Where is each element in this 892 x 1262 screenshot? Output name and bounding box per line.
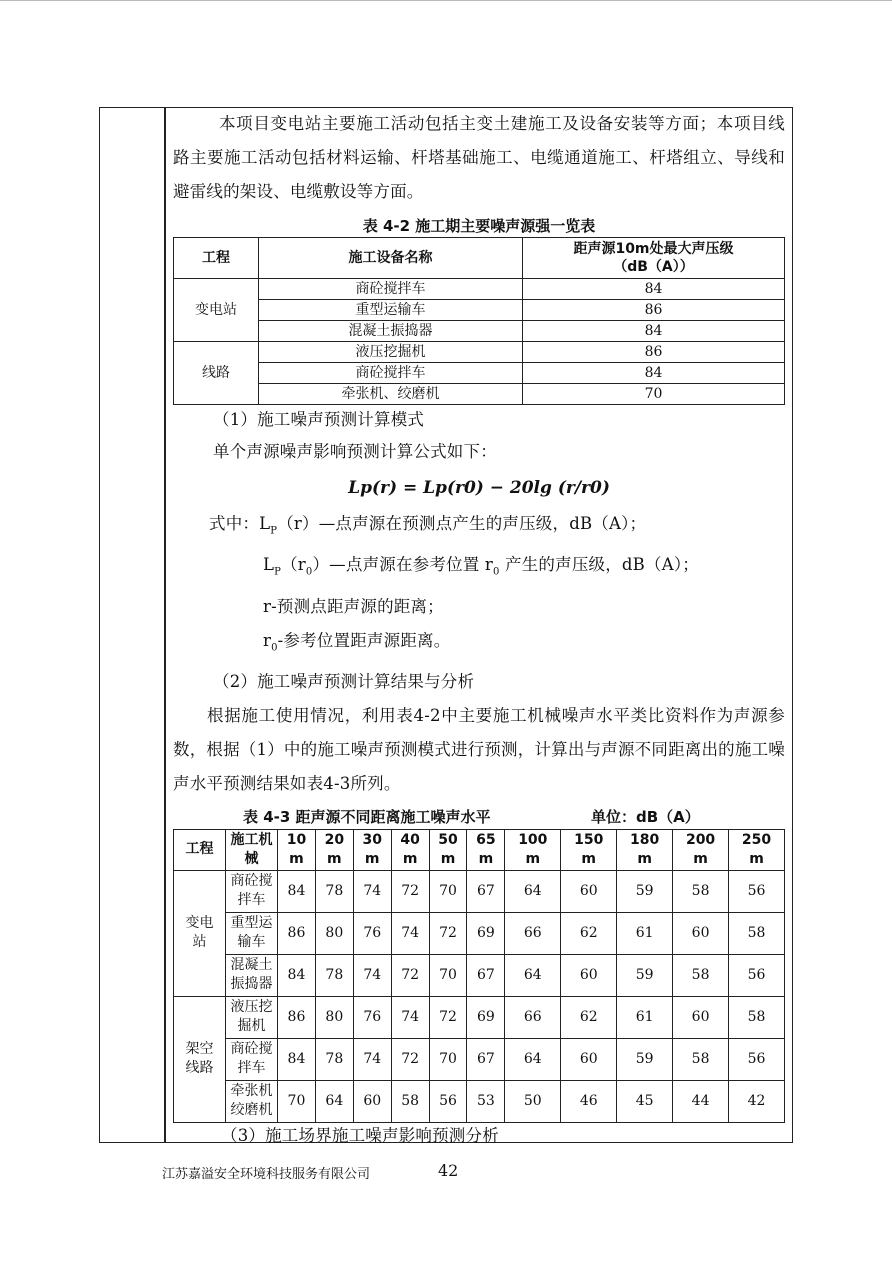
noise-value-cell: 86 xyxy=(278,996,316,1038)
distance-value: 100 xyxy=(518,831,548,848)
machine-line2: 拌车 xyxy=(237,1060,266,1077)
header-level-line2: （dB（A）） xyxy=(613,259,694,275)
table-row xyxy=(174,1080,785,1122)
distance-value: 30 xyxy=(362,831,382,848)
level-cell: 84 xyxy=(523,363,785,384)
noise-value-cell: 72 xyxy=(429,996,467,1038)
noise-value-cell: 58 xyxy=(673,1038,729,1080)
distance-unit: m xyxy=(289,850,304,867)
level-cell: 86 xyxy=(523,342,785,363)
noise-value-cell: 70 xyxy=(429,1038,467,1080)
noise-value-cell: 42 xyxy=(729,1080,785,1122)
noise-value-cell: 53 xyxy=(467,1080,505,1122)
distance-unit: m xyxy=(637,850,652,867)
where-line-4 xyxy=(173,624,785,665)
where-text: （r xyxy=(281,555,306,575)
header-machine xyxy=(226,829,278,870)
machine-line2: 绞磨机 xyxy=(230,1102,273,1119)
formula: Lp(r) = Lp(r0) − 20lg (r/r0) xyxy=(348,478,610,498)
table-header-row xyxy=(174,238,785,279)
noise-value-cell: 78 xyxy=(315,954,353,996)
distance-unit: m xyxy=(327,850,342,867)
noise-value-cell: 66 xyxy=(505,996,561,1038)
equipment-cell: 商砼搅拌车 xyxy=(259,363,523,384)
distance-unit: m xyxy=(525,850,541,867)
where-text: 产生的声压级，dB（A）； xyxy=(499,555,699,575)
group-name-line2: 线路 xyxy=(185,1060,214,1077)
group-name-line1: 变电 xyxy=(185,915,214,932)
table-row xyxy=(174,870,785,912)
noise-value-cell: 60 xyxy=(561,1038,617,1080)
noise-value-cell: 64 xyxy=(505,1038,561,1080)
table-row xyxy=(174,1038,785,1080)
noise-value-cell: 66 xyxy=(505,912,561,954)
noise-value-cell: 72 xyxy=(391,954,429,996)
section1-intro: 单个声源噪声影响预测计算公式如下： xyxy=(213,442,497,461)
symbol-sub: P xyxy=(270,525,278,537)
noise-value-cell: 74 xyxy=(391,996,429,1038)
equipment-cell: 液压挖掘机 xyxy=(259,342,523,363)
noise-value-cell: 64 xyxy=(505,954,561,996)
machine-cell xyxy=(226,870,278,912)
noise-value-cell: 60 xyxy=(561,954,617,996)
noise-value-cell: 62 xyxy=(561,912,617,954)
header-distance xyxy=(617,829,673,870)
noise-value-cell: 61 xyxy=(617,996,673,1038)
distance-value: 250 xyxy=(741,831,772,848)
distance-unit: m xyxy=(749,850,764,867)
table2-caption: 表 4-3 距声源不同距离施工噪声水平 xyxy=(243,807,491,826)
distance-value: 200 xyxy=(685,831,716,848)
level-cell: 86 xyxy=(523,300,785,321)
header-distance xyxy=(391,829,429,870)
noise-value-cell: 62 xyxy=(561,996,617,1038)
noise-value-cell: 60 xyxy=(673,996,729,1038)
noise-value-cell: 56 xyxy=(429,1080,467,1122)
symbol-sub: P xyxy=(274,566,282,578)
equipment-cell: 牵张机、绞磨机 xyxy=(259,384,523,405)
symbol-sub: 0 xyxy=(271,641,278,653)
header-machine-line2: 械 xyxy=(244,850,259,867)
noise-value-cell: 78 xyxy=(315,870,353,912)
noise-value-cell: 59 xyxy=(617,954,673,996)
where-line-1 xyxy=(173,507,785,548)
noise-value-cell: 74 xyxy=(391,912,429,954)
machine-cell xyxy=(226,912,278,954)
distance-value: 10 xyxy=(286,831,307,848)
header-distance xyxy=(505,829,561,870)
noise-value-cell: 45 xyxy=(617,1080,673,1122)
header-distance xyxy=(673,829,729,870)
distance-unit: m xyxy=(440,850,456,867)
header-distance xyxy=(467,829,505,870)
distance-unit: m xyxy=(478,850,494,867)
machine-line1: 牵张机 xyxy=(230,1083,273,1100)
top-rule xyxy=(0,0,892,1)
header-distance xyxy=(278,829,316,870)
where-prefix: 式中： xyxy=(209,514,260,533)
table2-caption-row xyxy=(173,805,785,829)
noise-value-cell: 86 xyxy=(278,912,316,954)
group-name: 线路 xyxy=(174,342,259,405)
noise-value-cell: 76 xyxy=(353,912,391,954)
machine-line1: 商砼搅 xyxy=(230,873,273,890)
where-text: ）—点声源在参考位置 r xyxy=(312,555,494,575)
where-line-2 xyxy=(173,548,785,589)
noise-value-cell: 60 xyxy=(561,870,617,912)
noise-value-cell: 84 xyxy=(278,1038,316,1080)
intro-paragraph: 本项目变电站主要施工活动包括主变土建施工及设备安装等方面；本项目线路主要施工活动包括材料运输、杆塔基础施工、电缆通道施工、杆塔组立、导线和避雷线的架设、电缆敷设等方面。 xyxy=(173,114,785,201)
noise-value-cell: 74 xyxy=(353,870,391,912)
header-project: 工程 xyxy=(174,238,259,279)
distance-value: 150 xyxy=(574,831,604,848)
noise-source-table xyxy=(173,237,785,405)
machine-line1: 重型运 xyxy=(230,915,273,932)
group-name-line1: 架空 xyxy=(185,1041,214,1058)
noise-value-cell: 67 xyxy=(467,954,505,996)
header-machine-line1: 施工机 xyxy=(230,831,273,848)
machine-cell xyxy=(226,996,278,1038)
noise-value-cell: 56 xyxy=(729,870,785,912)
distance-unit: m xyxy=(693,850,708,867)
noise-value-cell: 74 xyxy=(353,954,391,996)
machine-line2: 拌车 xyxy=(237,892,266,909)
header-distance xyxy=(429,829,467,870)
where-text: （r）—点声源在预测点产生的声压级，dB（A）； xyxy=(277,514,647,533)
machine-cell xyxy=(226,954,278,996)
section2-title: （2）施工噪声预测计算结果与分析 xyxy=(213,671,475,691)
symbol-sub: 0 xyxy=(305,566,313,578)
table-row xyxy=(174,912,785,954)
table-row xyxy=(174,384,785,405)
noise-value-cell: 50 xyxy=(505,1080,561,1122)
noise-value-cell: 61 xyxy=(617,912,673,954)
table2-unit: 单位：dB（A） xyxy=(591,807,700,826)
distance-unit: m xyxy=(402,850,418,867)
main-content xyxy=(173,107,785,1149)
table-row xyxy=(174,321,785,342)
noise-value-cell: 58 xyxy=(673,870,729,912)
group-name xyxy=(174,870,226,996)
noise-value-cell: 64 xyxy=(505,870,561,912)
header-level xyxy=(523,238,785,279)
symbol-l: L xyxy=(263,555,275,575)
noise-value-cell: 58 xyxy=(673,954,729,996)
section1-title: （1）施工噪声预测计算模式 xyxy=(213,410,425,429)
noise-value-cell: 69 xyxy=(467,912,505,954)
noise-value-cell: 60 xyxy=(353,1080,391,1122)
distance-value: 180 xyxy=(630,831,660,848)
header-level-line1: 距声源10m处最大声压级 xyxy=(573,241,734,257)
noise-value-cell: 84 xyxy=(278,870,316,912)
noise-value-cell: 70 xyxy=(429,870,467,912)
distance-unit: m xyxy=(364,850,380,867)
machine-line1: 混凝土 xyxy=(230,957,273,974)
noise-value-cell: 58 xyxy=(729,996,785,1038)
level-cell: 70 xyxy=(523,384,785,405)
machine-cell xyxy=(226,1038,278,1080)
noise-value-cell: 46 xyxy=(561,1080,617,1122)
noise-value-cell: 58 xyxy=(391,1080,429,1122)
noise-value-cell: 78 xyxy=(315,1038,353,1080)
noise-value-cell: 84 xyxy=(278,954,316,996)
noise-value-cell: 59 xyxy=(617,870,673,912)
header-distance xyxy=(315,829,353,870)
distance-value: 20 xyxy=(324,831,345,848)
header-distance xyxy=(729,829,785,870)
symbol-r: r xyxy=(263,630,272,650)
noise-value-cell: 69 xyxy=(467,996,505,1038)
header-project: 工程 xyxy=(174,829,226,870)
machine-cell xyxy=(226,1080,278,1122)
group-name-line2: 站 xyxy=(192,934,207,951)
table-row xyxy=(174,342,785,363)
noise-value-cell: 80 xyxy=(315,996,353,1038)
noise-value-cell: 67 xyxy=(467,1038,505,1080)
header-equipment: 施工设备名称 xyxy=(259,238,523,279)
footer-company: 江苏嘉溢安全环境科技服务有限公司 xyxy=(162,1167,371,1182)
machine-line2: 掘机 xyxy=(237,1018,266,1035)
distance-noise-table xyxy=(173,829,785,1123)
group-name xyxy=(174,996,226,1122)
equipment-cell: 混凝土振捣器 xyxy=(259,321,523,342)
distance-unit: m xyxy=(581,850,597,867)
table-row xyxy=(174,996,785,1038)
equipment-cell: 商砼搅拌车 xyxy=(259,279,523,300)
machine-line2: 输车 xyxy=(237,934,266,951)
table-row xyxy=(174,363,785,384)
level-cell: 84 xyxy=(523,279,785,300)
noise-value-cell: 67 xyxy=(467,870,505,912)
table-row xyxy=(174,279,785,300)
section3-title: （3）施工场界施工噪声影响预测分析 xyxy=(221,1125,499,1145)
noise-value-cell: 72 xyxy=(391,870,429,912)
table-header-row xyxy=(174,829,785,870)
noise-value-cell: 59 xyxy=(617,1038,673,1080)
machine-line1: 商砼搅 xyxy=(230,1041,273,1058)
noise-value-cell: 70 xyxy=(278,1080,316,1122)
left-column-rule xyxy=(164,107,166,1143)
noise-value-cell: 74 xyxy=(353,1038,391,1080)
noise-value-cell: 70 xyxy=(429,954,467,996)
machine-line1: 液压挖 xyxy=(230,999,273,1016)
group-name: 变电站 xyxy=(174,279,259,342)
section2-paragraph: 根据施工使用情况，利用表4-2中主要施工机械噪声水平类比资料作为声源参数，根据（1）中的施工噪声预测模式进行预测，计算出与声源不同距离出的施工噪声水平预测结果如表4-3所列。 xyxy=(173,705,785,793)
distance-value: 50 xyxy=(438,831,458,848)
noise-value-cell: 58 xyxy=(729,912,785,954)
noise-value-cell: 44 xyxy=(673,1080,729,1122)
noise-value-cell: 80 xyxy=(315,912,353,954)
equipment-cell: 重型运输车 xyxy=(259,300,523,321)
symbol-sub: 0 xyxy=(493,566,500,578)
where-text: -参考位置距声源距离。 xyxy=(277,630,451,650)
distance-value: 40 xyxy=(400,831,420,848)
noise-value-cell: 64 xyxy=(315,1080,353,1122)
table-row xyxy=(174,300,785,321)
machine-line2: 振捣器 xyxy=(230,976,273,993)
noise-value-cell: 76 xyxy=(353,996,391,1038)
distance-value: 65 xyxy=(476,831,496,848)
table-row xyxy=(174,954,785,996)
noise-value-cell: 56 xyxy=(729,1038,785,1080)
page-number: 42 xyxy=(438,1161,459,1180)
noise-value-cell: 56 xyxy=(729,954,785,996)
table1-caption: 表 4-2 施工期主要噪声源强一览表 xyxy=(362,217,596,235)
noise-value-cell: 60 xyxy=(673,912,729,954)
noise-value-cell: 72 xyxy=(391,1038,429,1080)
header-distance xyxy=(561,829,617,870)
noise-value-cell: 72 xyxy=(429,912,467,954)
symbol-l: L xyxy=(259,514,271,533)
level-cell: 84 xyxy=(523,321,785,342)
header-distance xyxy=(353,829,391,870)
where-line-3: r-预测点距声源的距离； xyxy=(263,596,444,616)
